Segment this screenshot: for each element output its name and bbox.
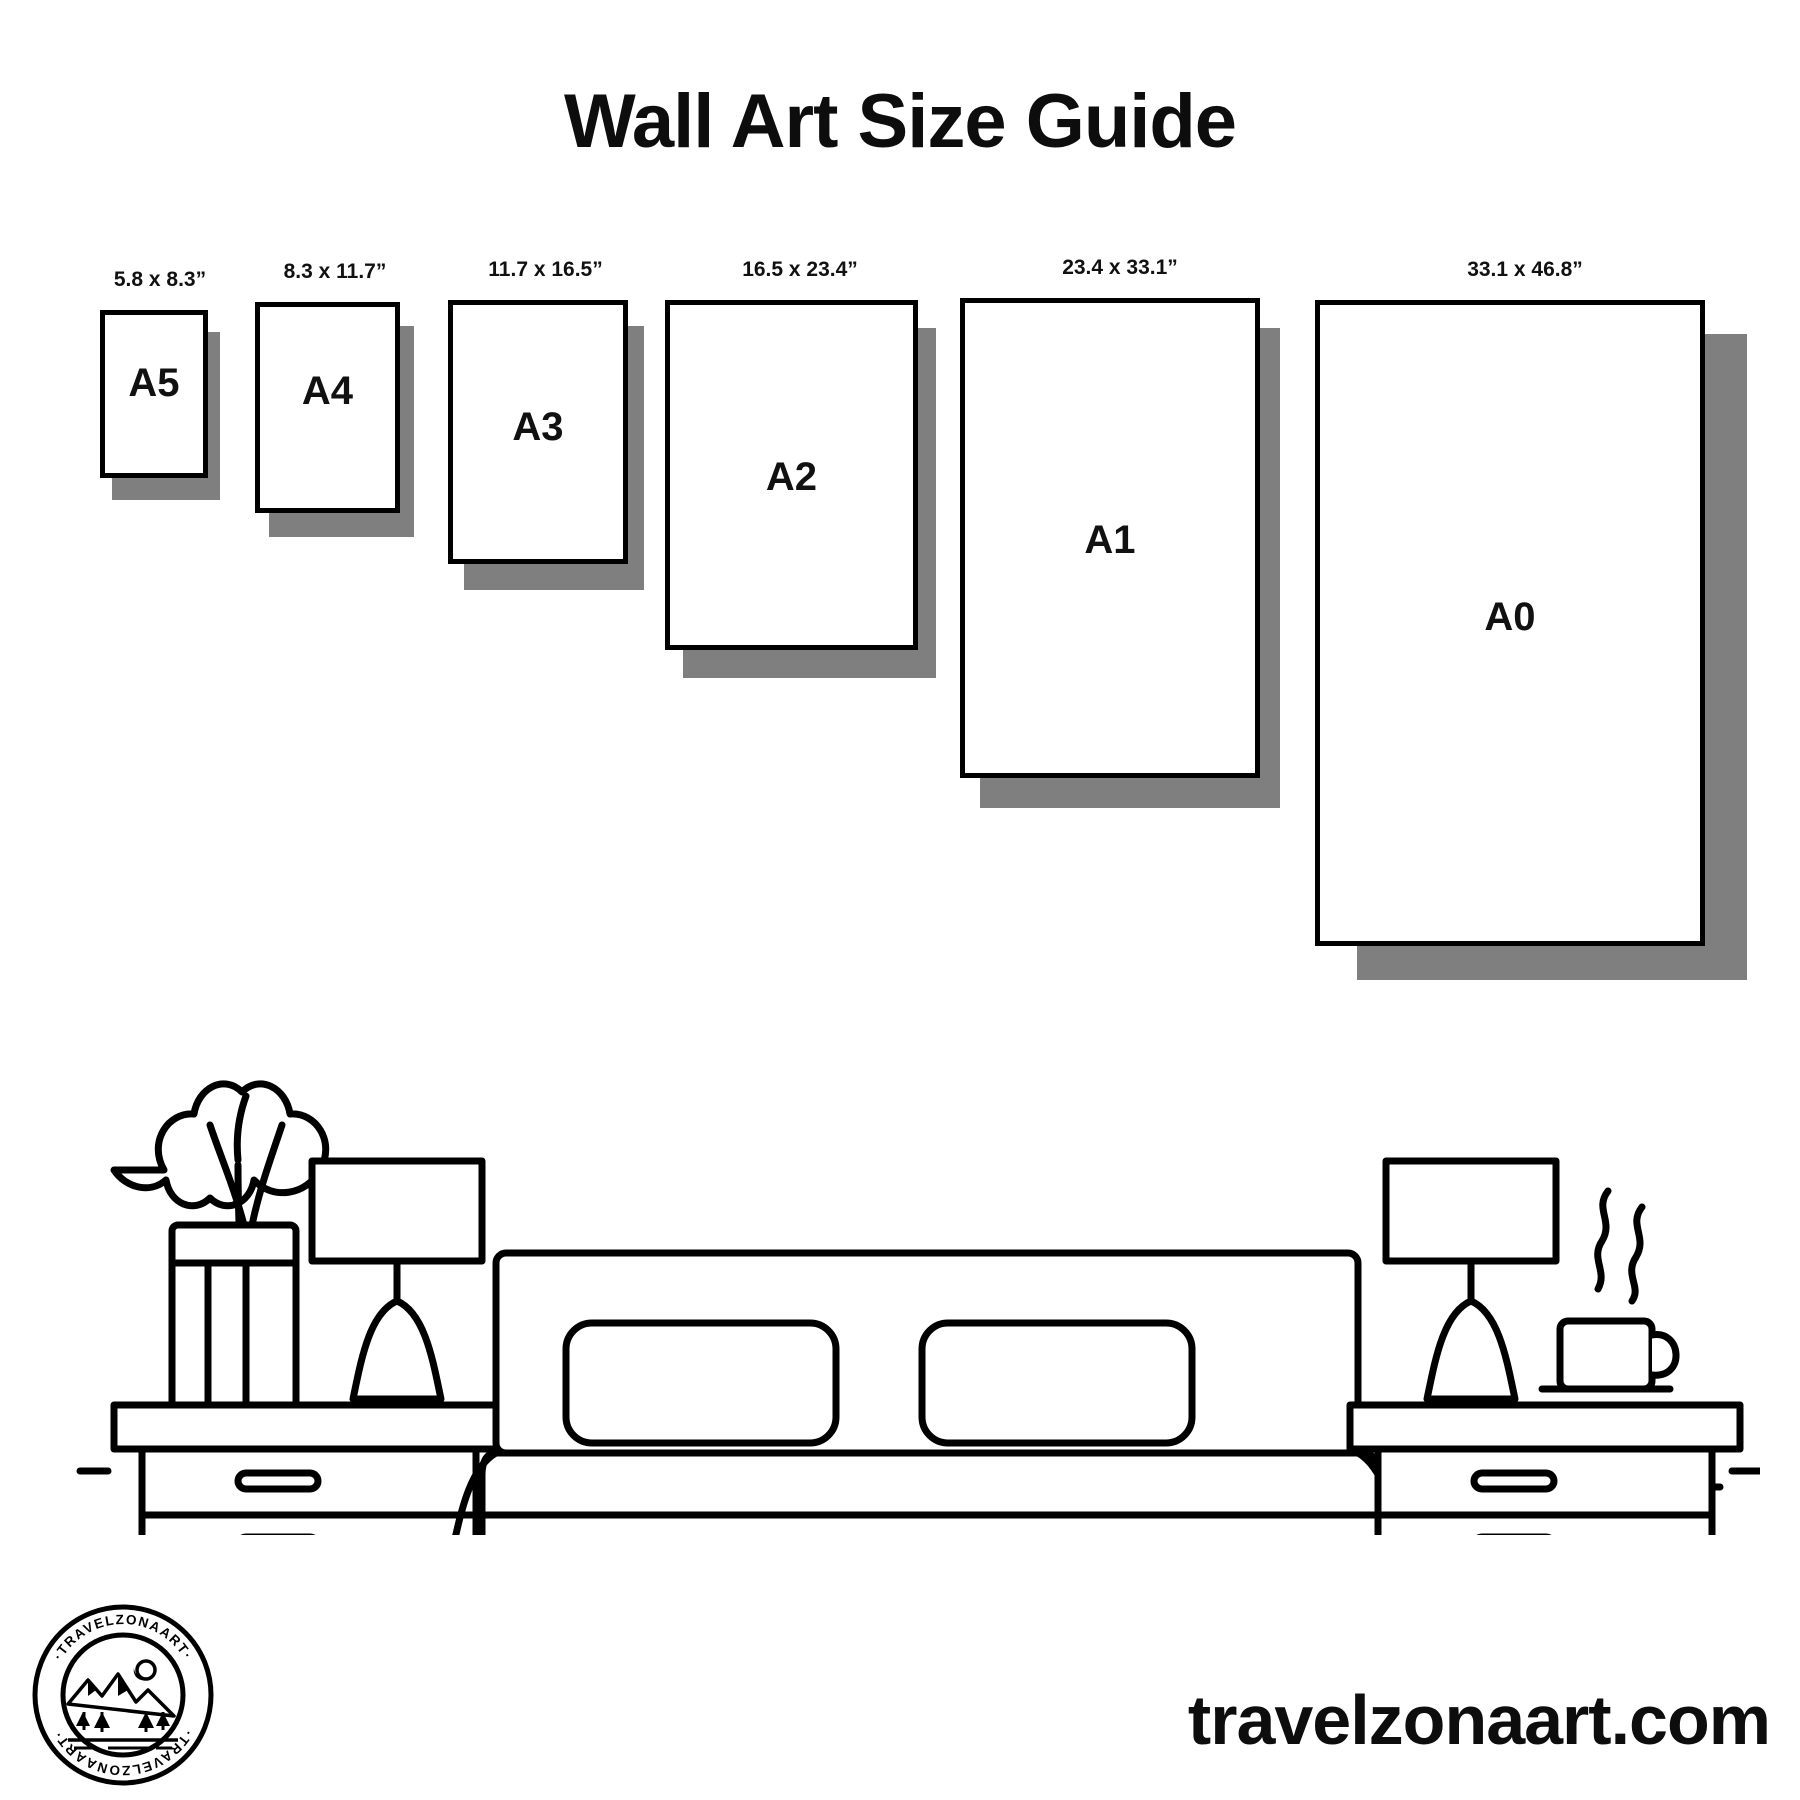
frame-label-a0: A0 — [1484, 595, 1536, 639]
frame-group-a1 — [960, 256, 1280, 808]
frame-box-a4[interactable] — [255, 302, 400, 513]
frame-dimensions-a0: 33.1 x 46.8” — [1467, 258, 1583, 281]
frame-group-a3 — [448, 258, 643, 590]
frame-label-a1: A1 — [1084, 518, 1136, 562]
bedroom-illustration — [60, 975, 1760, 1535]
frame-label-a3: A3 — [512, 405, 564, 449]
table-lamp-left — [312, 1161, 482, 1399]
frame-dimensions-a2: 16.5 x 23.4” — [742, 258, 858, 281]
frame-group-a0 — [1315, 258, 1735, 980]
frame-group-a4 — [255, 260, 415, 537]
logo-mountain-moon-icon — [68, 1661, 178, 1748]
frame-dimensions-a1: 23.4 x 33.1” — [1062, 256, 1178, 279]
frame-box-a3[interactable] — [448, 300, 628, 564]
vase-with-plant — [114, 1084, 326, 1435]
frame-box-a0[interactable] — [1315, 300, 1705, 946]
frame-dimensions-a5: 5.8 x 8.3” — [113, 268, 207, 291]
frame-label-a5: A5 — [128, 361, 180, 405]
nightstand-right — [1350, 1405, 1740, 1535]
frame-box-a5[interactable] — [100, 310, 208, 478]
frame-dimensions-a3: 11.7 x 16.5” — [488, 258, 603, 281]
frame-box-a2[interactable] — [665, 300, 918, 650]
nightstand-left — [114, 1405, 504, 1535]
frame-box-a1[interactable] — [960, 298, 1260, 778]
page-title: Wall Art Size Guide — [563, 79, 1237, 164]
website-url[interactable]: travelzonaart.com — [1187, 1681, 1770, 1759]
bed — [428, 1253, 1426, 1535]
coffee-cup — [1542, 1191, 1676, 1389]
frame-label-a2: A2 — [765, 455, 818, 499]
brand-logo[interactable] — [28, 1600, 218, 1790]
table-lamp-right — [1386, 1161, 1556, 1399]
frame-dimensions-a4: 8.3 x 11.7” — [283, 260, 387, 283]
frame-group-a2 — [665, 258, 935, 678]
frame-group-a5 — [100, 268, 220, 500]
frame-label-a4: A4 — [301, 369, 354, 413]
logo-text-bottom: ·TRAVELZONAART· — [50, 1727, 196, 1779]
logo-text-top: ·TRAVELZONAART· — [50, 1611, 196, 1663]
